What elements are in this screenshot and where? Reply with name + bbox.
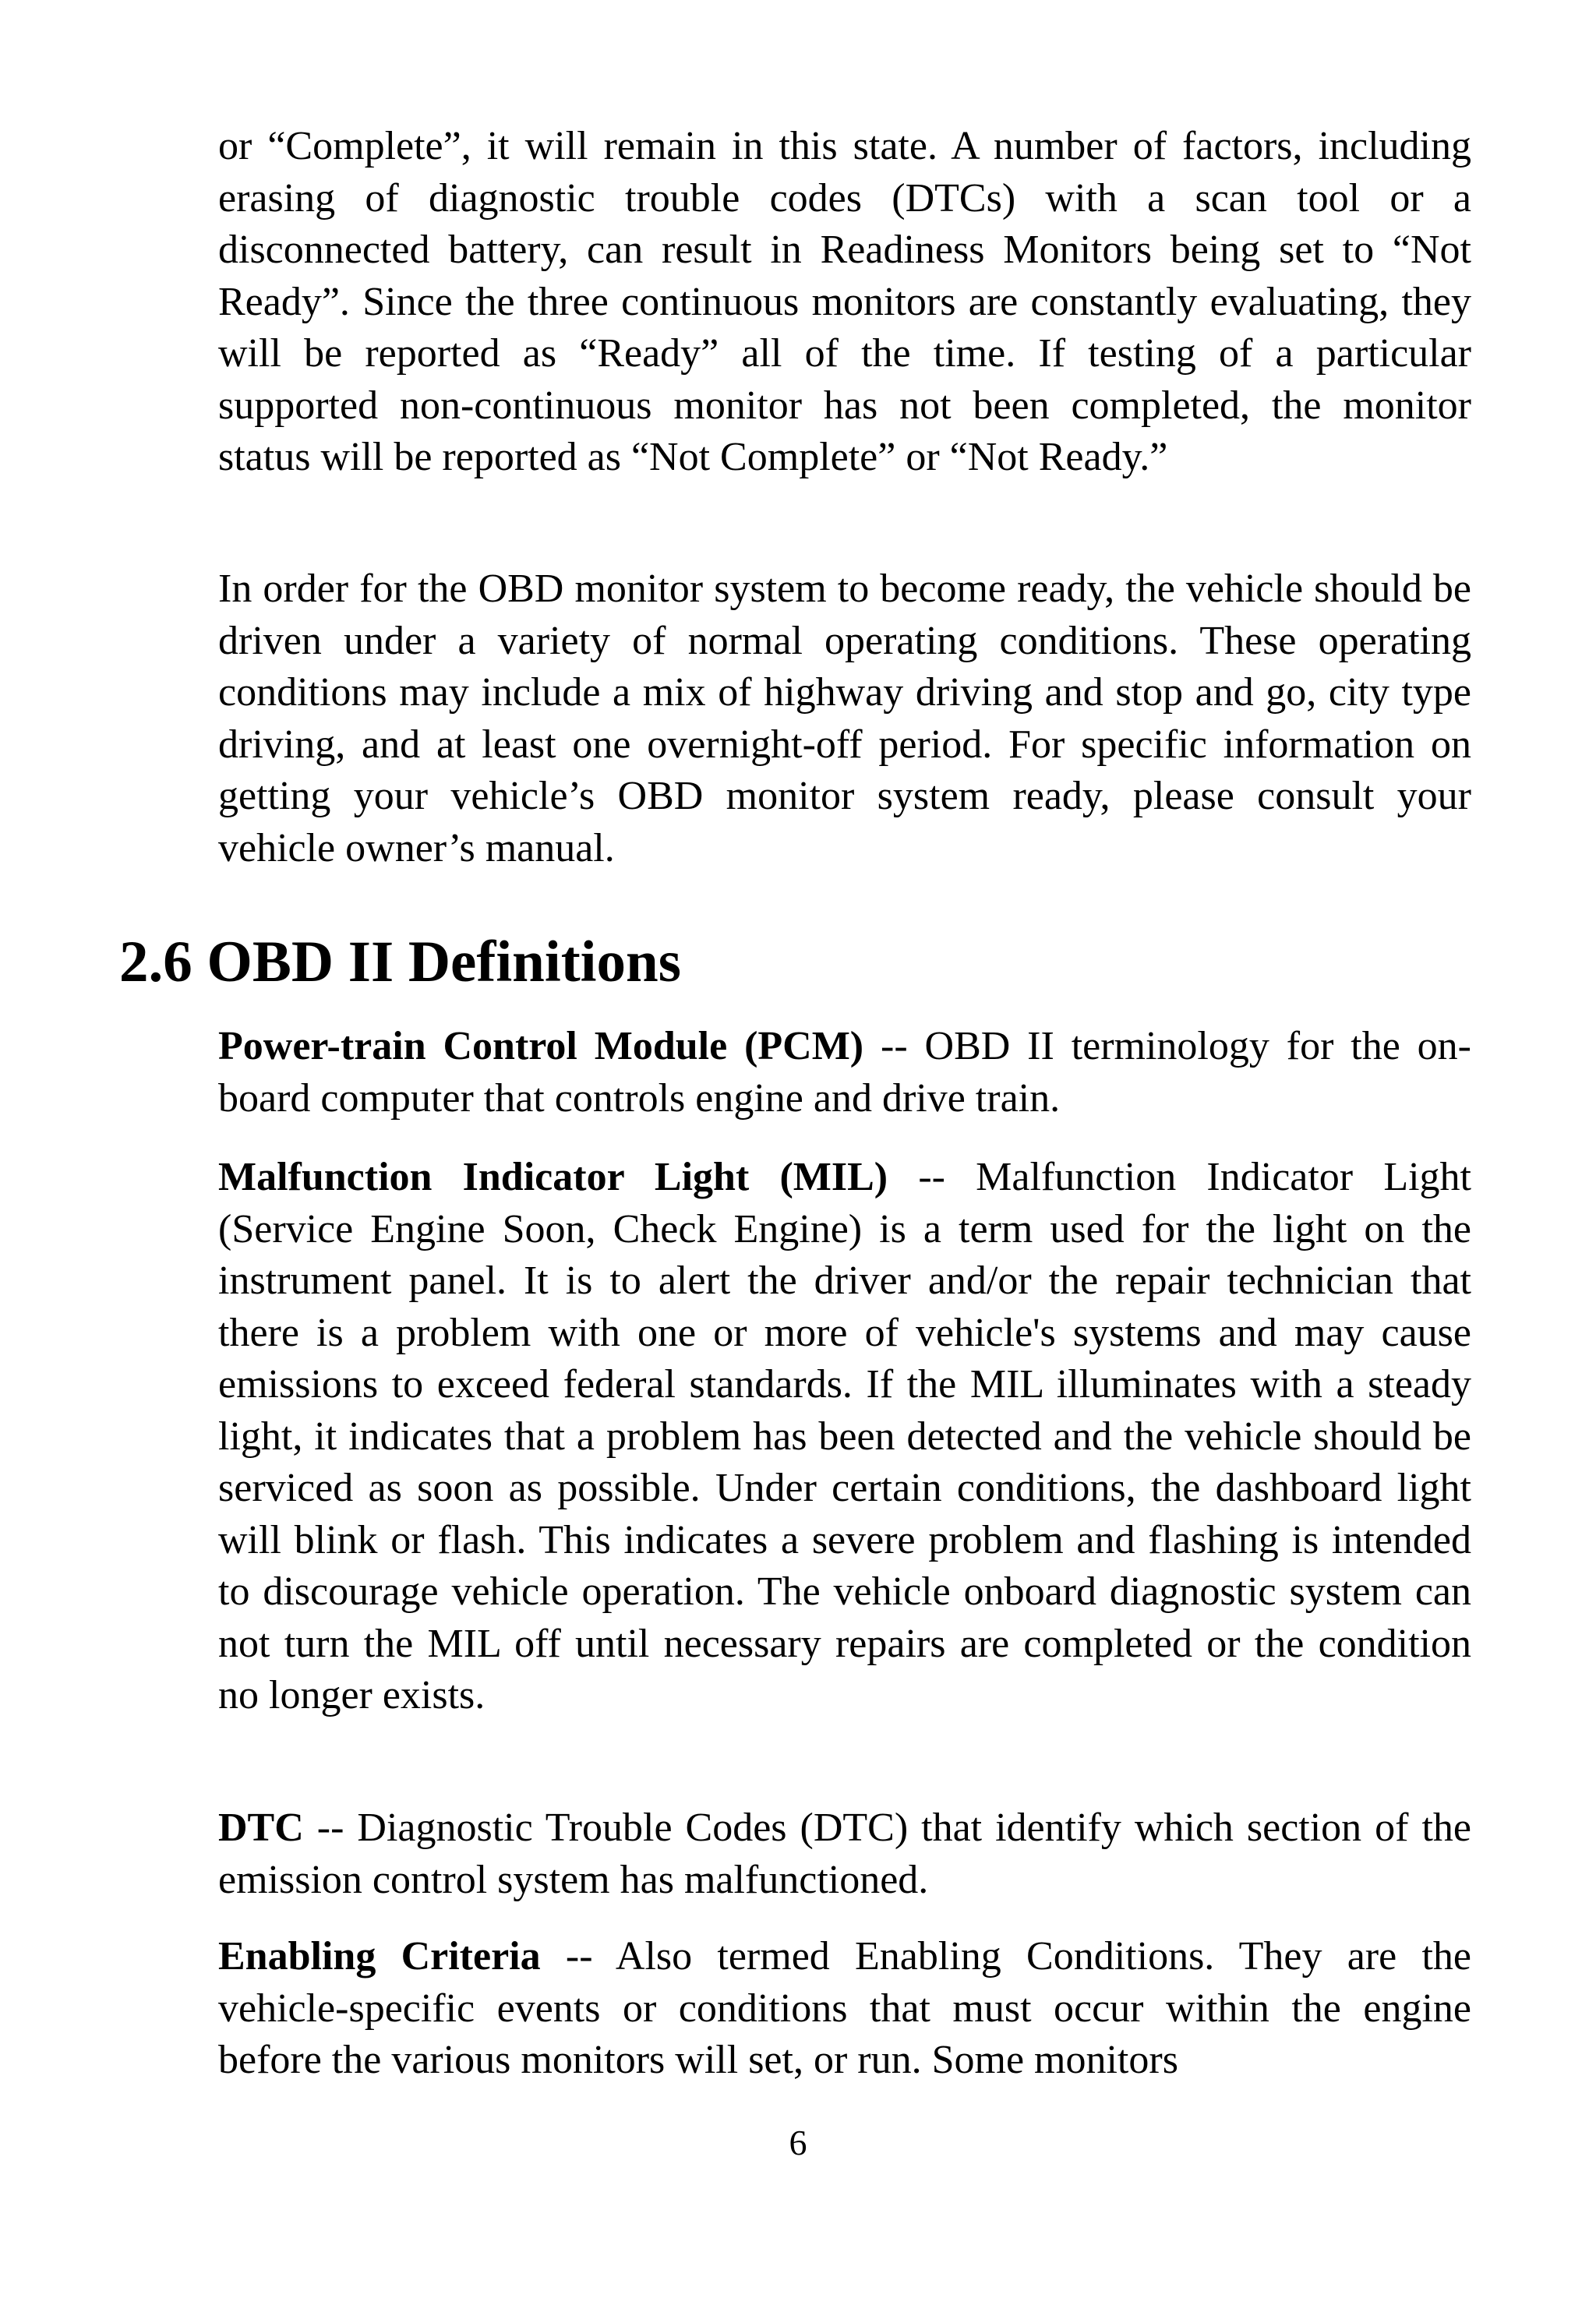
definition-text: -- Malfunction Indicator Light (Service Engine Soon, Check Engine) is a term used for the light on the instrument panel. It is to alert the driver and/or the repair technician that there is a problem with one or more of vehicle's systems and may cause emissions to exceed federal standards. If the MIL illuminates with a steady light, it indicates that a problem has been detected and the vehicle should be serviced as soon as possible. Under certain conditions, the dashboard light will blink or flash. This indicates a severe problem and flashing is intended to discourage vehicle operation. The vehicle onboard diagnostic system can not turn the MIL off until necessary repairs are completed or the condition no longer exists. <box>218 1155 1471 1717</box>
definition-term: Enabling Criteria <box>218 1934 541 1979</box>
definition-term: DTC <box>218 1806 304 1850</box>
intro-paragraph-1: or “Complete”, it will remain in this state. A number of factors, including erasing of diagnostic trouble codes (DTCs) with a scan tool or a disconnected battery, can result in Readiness Monitors being set to “Not Ready”. Since the three continuous monitors are constantly evaluating, they will be reported as “Ready” all of the time. If testing of a particular supported non-continuous monitor has not been completed, the monitor status will be reported as “Not Complete” or “Not Ready.” <box>218 124 1471 479</box>
definition-text: -- Diagnostic Trouble Codes (DTC) that identify which section of the emission control system has malfunctioned. <box>218 1806 1471 1902</box>
definition-term: Malfunction Indicator Light (MIL) <box>218 1155 888 1199</box>
definition-dtc <box>218 1802 1471 1906</box>
definition-text: -- OBD II terminology for the on-board computer that controls engine and drive train. <box>218 1024 1471 1121</box>
definition-mil <box>218 1152 1471 1722</box>
definition-text: -- Also termed Enabling Conditions. They are the vehicle-specific events or conditions that must occur within the engine before the various monitors will set, or run. Some monitors <box>218 1934 1471 2082</box>
definition-pcm <box>218 1021 1471 1124</box>
section-heading: 2.6 OBD II Definitions <box>119 930 681 994</box>
definition-term: Power-train Control Module (PCM) <box>218 1024 864 1068</box>
page-number: 6 <box>789 2123 807 2162</box>
definition-enabling-criteria <box>218 1931 1471 2087</box>
intro-paragraph-2: In order for the OBD monitor system to become ready, the vehicle should be driven under a variety of normal operating conditions. These operating conditions may include a mix of highway driving and stop and go, city type driving, and at least one overnight-off period. For specific information on getting your vehicle’s OBD monitor system ready, please consult your vehicle owner’s manual. <box>218 567 1471 870</box>
